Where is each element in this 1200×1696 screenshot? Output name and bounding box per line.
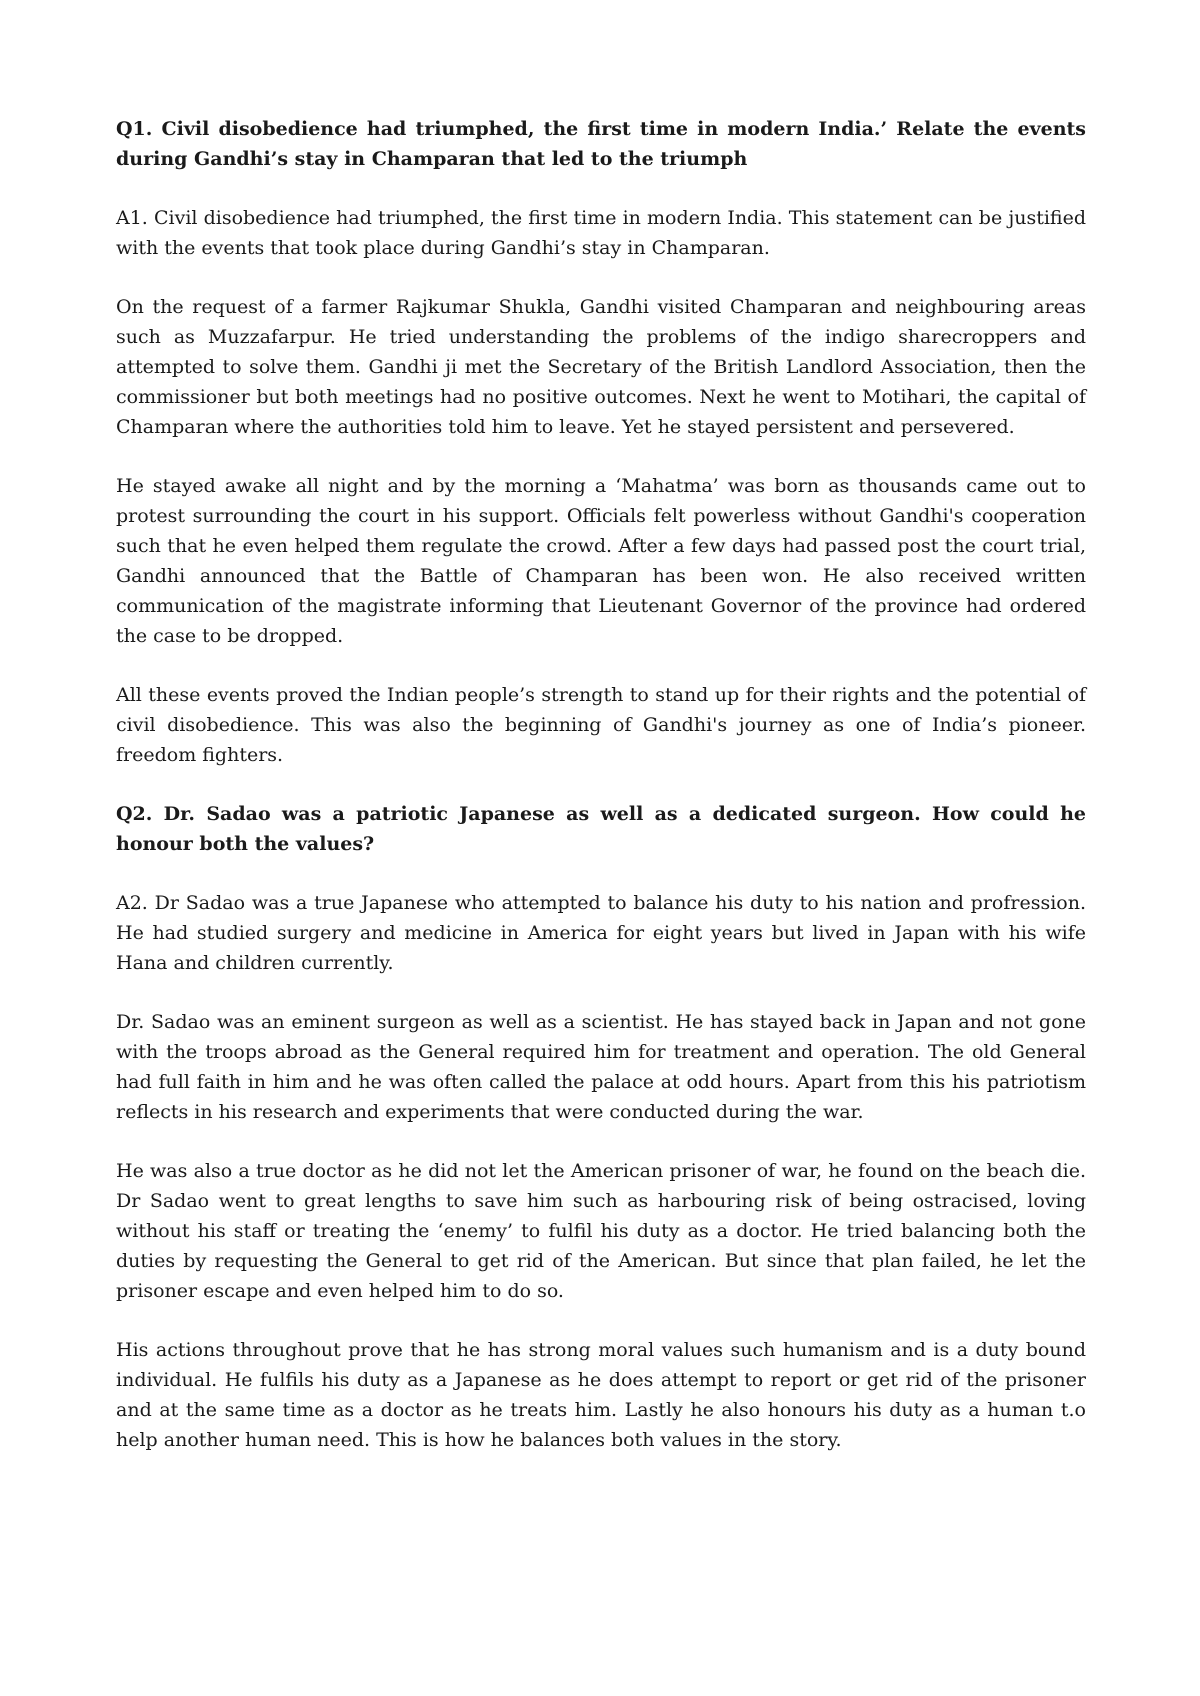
answer-1-paragraph-2: On the request of a farmer Rajkumar Shukla, Gandhi visited Champaran and neighbouring areas such as Muzzafarpur. He tried understanding the problems of the indigo sharecroppers and attempted to solve them. Gandhi ji met the Secretary of the British Landlord Association, then the commissioner but both meetings had no positive outcomes. Next he went to Motihari, the capital of Champaran where the authorities told him to leave. Yet he stayed persistent and persevered. (116, 296, 1086, 438)
answer-2-paragraph-4: His actions throughout prove that he has strong moral values such humanism and is a duty bound individual. He fulfils his duty as a Japanese as he does attempt to report or get rid of the prisoner and at the same time as a doctor as he treats him. Lastly he also honours his duty as a human t.o help another human need. This is how he balances both values in the story. (116, 1339, 1086, 1451)
question-2-heading: Q2. Dr. Sadao was a patriotic Japanese as well as a dedicated surgeon. How could he honour both the values? (116, 803, 1086, 855)
answer-1-paragraph-4: All these events proved the Indian people’s strength to stand up for their rights and the potential of civil disobedience. This was also the beginning of Gandhi's journey as one of India’s pioneer. freedom fighters. (116, 684, 1086, 766)
answer-1-intro: A1. Civil disobedience had triumphed, the first time in modern India. This statement can be justified with the events that took place during Gandhi’s stay in Champaran. (116, 207, 1086, 259)
answer-1-paragraph-3: He stayed awake all night and by the morning a ‘Mahatma’ was born as thousands came out to protest surrounding the court in his support. Officials felt powerless without Gandhi's cooperation such that he even helped them regulate the crowd. After a few days had passed post the court trial, Gandhi announced that the Battle of Champaran has been won. He also received written communication of the magistrate informing that Lieutenant Governor of the province had ordered the case to be dropped. (116, 475, 1086, 647)
document-body (116, 114, 1086, 1484)
answer-2-paragraph-3: He was also a true doctor as he did not let the American prisoner of war, he found on the beach die. Dr Sadao went to great lengths to save him such as harbouring risk of being ostracised, loving without his staff or treating the ‘enemy’ to fulfil his duty as a doctor. He tried balancing both the duties by requesting the General to get rid of the American. But since that plan failed, he let the prisoner escape and even helped him to do so. (116, 1160, 1086, 1302)
question-1-heading: Q1. Civil disobedience had triumphed, the first time in modern India.’ Relate the events during Gandhi’s stay in Champaran that led to the triumph (116, 118, 1086, 170)
answer-2-intro: A2. Dr Sadao was a true Japanese who attempted to balance his duty to his nation and profression. He had studied surgery and medicine in America for eight years but lived in Japan with his wife Hana and children currently. (116, 892, 1086, 974)
answer-2-paragraph-2: Dr. Sadao was an eminent surgeon as well as a scientist. He has stayed back in Japan and not gone with the troops abroad as the General required him for treatment and operation. The old General had full faith in him and he was often called the palace at odd hours. Apart from this his patriotism reflects in his research and experiments that were conducted during the war. (116, 1011, 1086, 1123)
